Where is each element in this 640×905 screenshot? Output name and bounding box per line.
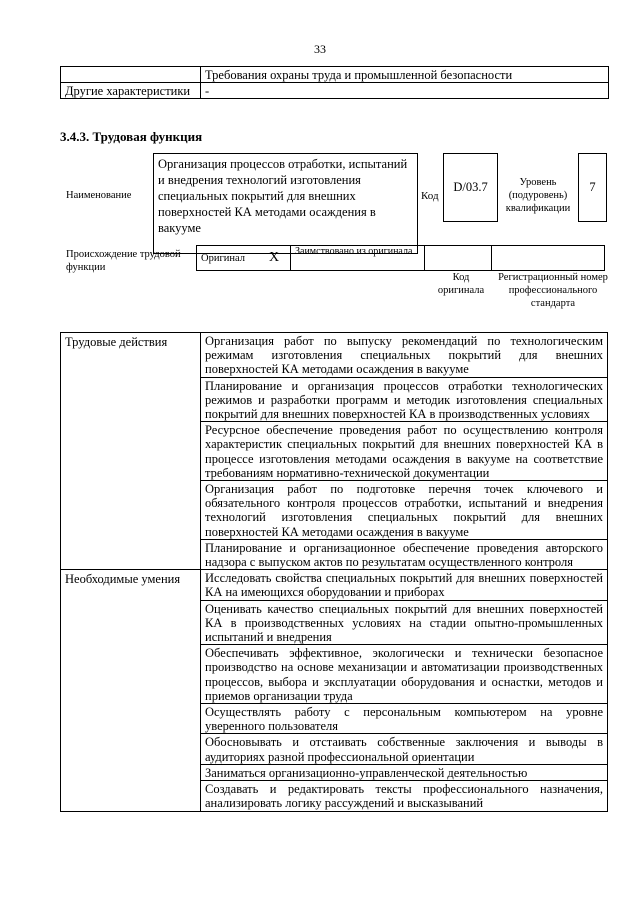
original-label: Оригинал [197,246,259,271]
table-cell: Требования охраны труда и промышленной безопасности [201,67,609,83]
labor-actions-label: Трудовые действия [61,333,201,570]
page-number: 33 [314,42,326,56]
top-table [60,66,609,99]
skill-item: Обосновывать и отстаивать собственные заключения и выводы в аудиториях разной профессиональной ориентации [201,734,608,764]
skill-item: Осуществлять работу с персональным компьютером на уровне уверенного пользователя [201,704,608,734]
main-table [60,332,608,812]
table-cell [61,67,201,83]
skill-item: Создавать и редактировать тексты профессионального назначения, анализировать логику рассуждений и высказываний [201,781,608,811]
labor-action-item: Планирование и организация процессов отработки технологических режимов и разработки программ и методик изготовления специальных покрытий для внешних поверхностей КА в производственных условиях [201,377,608,422]
original-code-cell [425,246,492,271]
table-row [61,570,608,600]
reg-number-label: Регистрационный номер профессионального стандарта [498,272,608,309]
code-value: D/03.7 [443,153,498,222]
origin-label: Происхождение трудовой функции [66,249,181,273]
table-row [61,333,608,378]
table-row [61,83,609,99]
original-code-label: Код оригинала [437,272,485,296]
naming-label: Наименование [66,190,132,201]
skills-label: Необходимые умения [61,570,201,811]
original-mark: X [258,246,291,271]
level-label: Уровень (подуровень) квалификации [505,177,571,214]
skill-item: Оценивать качество специальных покрытий для внешних поверхностей КА в производственных условиях на стадии опытно-промышленных испытаний и внедрения [201,600,608,645]
borrowed-label: Заимствовано из оригинала [291,246,425,271]
table-row [61,67,609,83]
code-label: Код [421,190,439,202]
labor-action-item: Организация работ по подготовке перечня точек ключевого и обязательного контроля процессов отработки, испытаний и внедрения технологий изготовления специальных покрытий для внешних поверхностей КА методами осаждения в вакууме [201,481,608,540]
labor-action-item: Ресурсное обеспечение проведения работ по осуществлению контроля характеристик специальных покрытий для внешних поверхностей КА в процессе изготовления методами осаждения в вакууме на соответствие требованиям нормативно-технической документации [201,422,608,481]
skill-item: Исследовать свойства специальных покрытий для внешних поверхностей КА на имеющихся оборудовании и приборах [201,570,608,600]
skill-item: Заниматься организационно-управленческой деятельностью [201,764,608,780]
other-characteristics-value: - [201,83,609,99]
other-characteristics-label: Другие характеристики [61,83,201,99]
reg-number-cell [492,246,605,271]
labor-action-item: Планирование и организационное обеспечение проведения авторского надзора с выпуском актов по результатам осуществленного контроля [201,539,608,569]
section-title: 3.4.3. Трудовая функция [60,129,203,144]
skill-item: Обеспечивать эффективное, экологически и технически безопасное производство на основе механизации и автоматизации производственных процессов, выбора и эксплуатации оборудования и оснастки, методов и приемов организации труда [201,645,608,704]
table-row [197,246,605,271]
origin-table [196,245,605,271]
level-value: 7 [578,153,607,222]
function-name-box: Организация процессов отработки, испытаний и внедрения технологий изготовления специальных покрытий для внешних поверхностей КА методами осаждения в вакууме [153,153,418,254]
labor-action-item: Организация работ по выпуску рекомендаций по технологическим режимам изготовления специальных покрытий для внешних поверхностей КА методами осаждения в вакууме [201,333,608,378]
